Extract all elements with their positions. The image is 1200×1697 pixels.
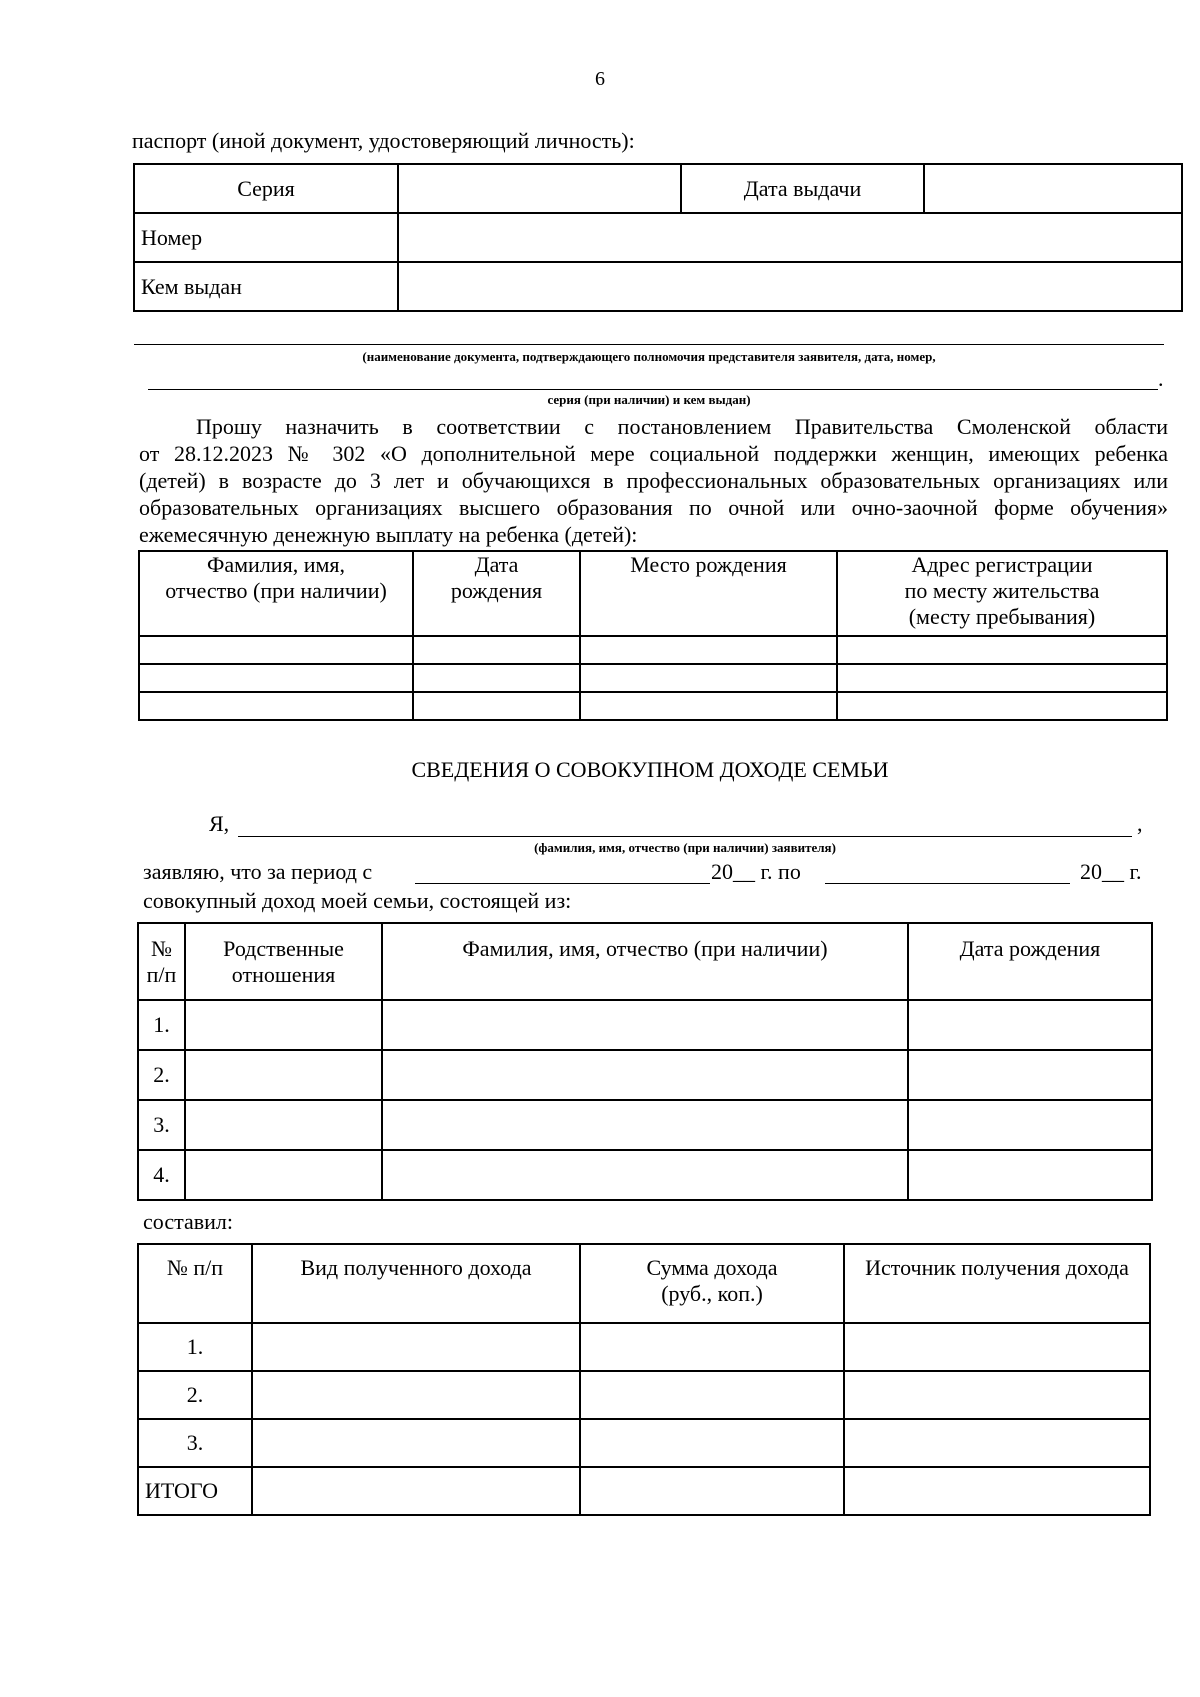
number-field[interactable] xyxy=(398,213,1182,262)
applicant-comma: , xyxy=(1137,811,1143,836)
passport-table xyxy=(133,163,1183,312)
child-cell[interactable] xyxy=(139,692,413,720)
family-cell[interactable] xyxy=(382,1050,908,1100)
children-header-dob-l1: Дата xyxy=(474,552,519,577)
issued-by-field[interactable] xyxy=(398,262,1182,311)
income-cell[interactable] xyxy=(844,1419,1150,1467)
family-header-relation xyxy=(185,923,382,1000)
issued-by-label: Кем выдан xyxy=(134,262,398,311)
child-cell[interactable] xyxy=(413,636,580,664)
end-dot: . xyxy=(1158,366,1164,391)
passport-caption: паспорт (иной документ, удостоверяющий личность): xyxy=(132,128,635,153)
income-header-sum xyxy=(580,1244,844,1323)
representative-doc-line-2[interactable] xyxy=(148,389,1158,390)
period-year2: 20__ г. xyxy=(1080,859,1142,884)
child-cell[interactable] xyxy=(413,664,580,692)
income-section-title: СВЕДЕНИЯ О СОВОКУПНОМ ДОХОДЕ СЕМЬИ xyxy=(411,757,889,782)
request-line-4: образовательных организациях высшего образования по очной или очно-заочной форме обучения» xyxy=(139,495,1168,520)
issue-date-label: Дата выдачи xyxy=(681,164,924,213)
family-cell[interactable] xyxy=(185,1150,382,1200)
income-header-sum-l1: Сумма дохода xyxy=(646,1255,778,1280)
family-row-number: 4. xyxy=(138,1150,185,1200)
family-cell[interactable] xyxy=(382,1000,908,1050)
composed-label: составил: xyxy=(143,1209,233,1234)
period-from-line[interactable] xyxy=(415,883,710,884)
family-header-name: Фамилия, имя, отчество (при наличии) xyxy=(382,923,908,1000)
children-header-name xyxy=(139,551,413,636)
family-row-number: 2. xyxy=(138,1050,185,1100)
income-header-no: № п/п xyxy=(138,1244,252,1323)
series-field[interactable] xyxy=(398,164,681,213)
income-cell[interactable] xyxy=(252,1371,580,1419)
children-header-name-l2: отчество (при наличии) xyxy=(165,578,387,603)
family-cell[interactable] xyxy=(908,1050,1152,1100)
children-header-name-l1: Фамилия, имя, xyxy=(206,552,346,577)
family-header-dob: Дата рождения xyxy=(908,923,1152,1000)
period-prefix: заявляю, что за период с xyxy=(143,859,373,884)
child-cell[interactable] xyxy=(837,664,1167,692)
child-cell[interactable] xyxy=(580,664,837,692)
family-header-no xyxy=(138,923,185,1000)
income-total-label: ИТОГО xyxy=(138,1467,252,1515)
child-cell[interactable] xyxy=(413,692,580,720)
request-line-2: от 28.12.2023 № 302 «О дополнительной мере социальной поддержки женщин, имеющих ребенка xyxy=(139,441,1168,466)
family-header-rel-l1: Родственные xyxy=(223,936,344,961)
family-caption: совокупный доход моей семьи, состоящей из: xyxy=(143,888,572,913)
income-cell[interactable] xyxy=(844,1371,1150,1419)
period-to-line[interactable] xyxy=(825,883,1070,884)
income-cell[interactable] xyxy=(252,1323,580,1371)
income-cell[interactable] xyxy=(580,1323,844,1371)
family-cell[interactable] xyxy=(908,1150,1152,1200)
family-cell[interactable] xyxy=(185,1000,382,1050)
ya-label: Я, xyxy=(209,811,230,836)
income-cell[interactable] xyxy=(252,1419,580,1467)
representative-hint-2: серия (при наличии) и кем выдан) xyxy=(547,392,751,407)
income-row-number: 3. xyxy=(138,1419,252,1467)
family-cell[interactable] xyxy=(382,1150,908,1200)
children-header-addr-l2: по месту жительства xyxy=(904,578,1100,603)
children-table xyxy=(138,550,1168,721)
children-header-dob xyxy=(413,551,580,636)
income-cell[interactable] xyxy=(252,1467,580,1515)
family-header-no-l2: п/п xyxy=(146,962,177,987)
income-header-type: Вид полученного дохода xyxy=(252,1244,580,1323)
child-cell[interactable] xyxy=(837,692,1167,720)
income-header-sum-l2: (руб., коп.) xyxy=(661,1281,763,1306)
income-cell[interactable] xyxy=(580,1467,844,1515)
income-table xyxy=(137,1243,1151,1516)
representative-doc-line[interactable] xyxy=(134,344,1164,345)
child-cell[interactable] xyxy=(580,692,837,720)
family-header-no-l1: № xyxy=(151,936,172,961)
children-header-dob-l2: рождения xyxy=(450,578,543,603)
income-header-source: Источник получения дохода xyxy=(844,1244,1150,1323)
children-header-addr-l1: Адрес регистрации xyxy=(911,552,1093,577)
series-label: Серия xyxy=(134,164,398,213)
family-row-number: 1. xyxy=(138,1000,185,1050)
family-cell[interactable] xyxy=(908,1100,1152,1150)
income-cell[interactable] xyxy=(844,1323,1150,1371)
family-row-number: 3. xyxy=(138,1100,185,1150)
children-header-address xyxy=(837,551,1167,636)
family-cell[interactable] xyxy=(382,1100,908,1150)
family-cell[interactable] xyxy=(185,1100,382,1150)
number-label: Номер xyxy=(134,213,398,262)
request-line-5: ежемесячную денежную выплату на ребенка (детей): xyxy=(139,522,638,547)
child-cell[interactable] xyxy=(139,664,413,692)
children-header-addr-l3: (месту пребывания) xyxy=(908,604,1096,629)
income-cell[interactable] xyxy=(844,1467,1150,1515)
applicant-hint: (фамилия, имя, отчество (при наличии) заявителя) xyxy=(534,840,836,855)
income-cell[interactable] xyxy=(580,1371,844,1419)
child-cell[interactable] xyxy=(139,636,413,664)
representative-hint-1: (наименование документа, подтверждающего полномочия представителя заявителя, дата, номер, xyxy=(362,349,936,364)
issue-date-field[interactable] xyxy=(924,164,1182,213)
request-line-1: Прошу назначить в соответствии с постановлением Правительства Смоленской области xyxy=(196,414,1168,439)
income-cell[interactable] xyxy=(580,1419,844,1467)
family-table xyxy=(137,922,1153,1201)
child-cell[interactable] xyxy=(580,636,837,664)
period-year1: 20__ г. по xyxy=(711,859,801,884)
child-cell[interactable] xyxy=(837,636,1167,664)
page-number: 6 xyxy=(595,68,605,90)
income-row-number: 2. xyxy=(138,1371,252,1419)
applicant-name-line[interactable] xyxy=(238,836,1132,837)
family-cell[interactable] xyxy=(908,1000,1152,1050)
children-header-birthplace: Место рождения xyxy=(580,551,837,636)
family-header-rel-l2: отношения xyxy=(231,962,336,987)
income-row-number: 1. xyxy=(138,1323,252,1371)
request-line-3: (детей) в возрасте до 3 лет и обучающихся в профессиональных образовательных организациях или xyxy=(139,468,1168,493)
family-cell[interactable] xyxy=(185,1050,382,1100)
